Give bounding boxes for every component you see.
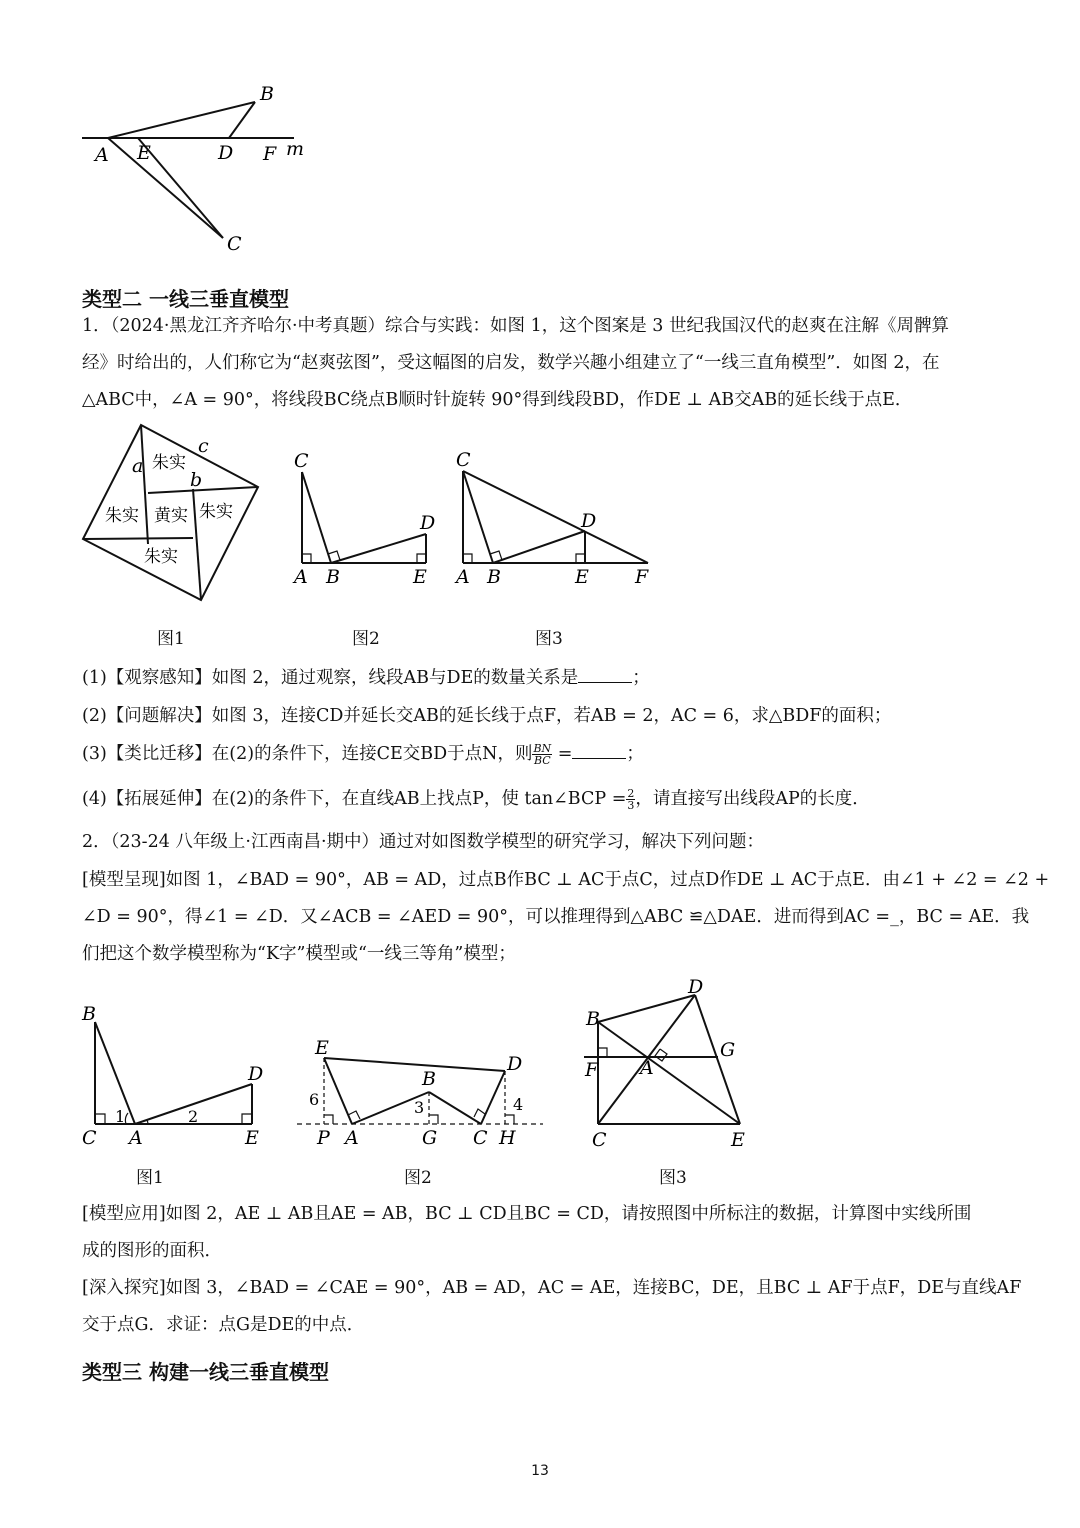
q1-part3-eq: = (552, 744, 573, 764)
q1-part3-end: ； (626, 744, 644, 764)
zhu-shi-right: 朱实 (199, 502, 233, 522)
q2-fig3-caption: 图3 (659, 1168, 687, 1188)
q2-line8: 交于点G．求证：点G是DE的中点． (82, 1315, 365, 1335)
q1-figure2 (290, 445, 450, 590)
length-6-label: 6 (309, 1090, 320, 1109)
fraction-numerator: 2 (627, 787, 635, 800)
q1-fig2-caption: 图2 (352, 629, 380, 649)
page-number: 13 (531, 1463, 549, 1479)
q1-part3 (82, 742, 644, 766)
q2-line6: 成的图形的面积． (82, 1241, 222, 1261)
q2-figure2 (295, 1035, 550, 1155)
label-D: D (218, 142, 234, 164)
q1-part1 (82, 666, 650, 690)
q1-figure3 (450, 445, 665, 590)
top-figure (80, 80, 310, 260)
label-C: C (82, 1127, 97, 1149)
label-D: D (581, 510, 597, 532)
q2-line5: [模型应用]如图 2，AE ⊥ AB且AE = AB，BC ⊥ CD且BC = CD，请按照图中所标注的数据，计算图中实线所围 (82, 1204, 972, 1224)
q1-part4 (82, 787, 870, 811)
zhu-shi-bottom: 朱实 (144, 547, 178, 567)
label-E: E (731, 1129, 745, 1151)
label-A: A (294, 566, 308, 588)
answer-blank (578, 666, 632, 683)
q2-fig1-caption: 图1 (136, 1168, 164, 1188)
q2-line2: [模型呈现]如图 1，∠BAD = 90°，AB = AD，过点B作BC ⊥ AC于点C，过点D作DE ⊥ AC于点E．由∠1 + ∠2 = ∠2 + (82, 870, 1050, 890)
label-a: a (132, 455, 144, 477)
q1-fig1-caption: 图1 (157, 629, 185, 649)
q1-part4-end: ，请直接写出线段AP的长度． (635, 789, 870, 809)
q2-figure3 (580, 975, 755, 1155)
label-B: B (82, 1003, 96, 1025)
label-b: b (190, 469, 203, 491)
label-D: D (248, 1063, 264, 1085)
label-F: F (635, 566, 649, 588)
length-3-label: 3 (414, 1098, 425, 1117)
label-D: D (688, 976, 704, 998)
fraction-bn-bc (532, 743, 552, 766)
label-H: H (499, 1127, 516, 1149)
zhu-shi-top: 朱实 (152, 453, 186, 473)
section3-heading: 类型三 构建一线三垂直模型 (82, 1360, 329, 1384)
label-B: B (586, 1008, 600, 1030)
angle-1-label: 1 (115, 1107, 126, 1126)
q2-line1: 2．（23-24 八年级上·江西南昌·期中）通过对如图数学模型的研究学习，解决下列问题： (82, 832, 765, 852)
label-C: C (456, 449, 471, 471)
label-C: C (227, 233, 242, 255)
label-A: A (640, 1057, 654, 1079)
label-D: D (507, 1053, 523, 1075)
fraction-denominator: BC (533, 754, 551, 767)
label-F: F (263, 143, 277, 165)
q2-line3: ∠D = 90°，得∠1 = ∠D．又∠ACB = ∠AED = 90°，可以推理得到△ABC ≌△DAE．进而得到AC =_，BC = AE．我 (82, 907, 1030, 927)
label-m: m (286, 138, 305, 160)
fraction-denominator: 3 (627, 799, 635, 812)
q1-part2: (2)【问题解决】如图 3，连接CD并延长交AB的延长线于点F，若AB = 2，AC = 6，求△BDF的面积； (82, 706, 892, 726)
length-4-label: 4 (513, 1095, 524, 1114)
zhu-shi-left: 朱实 (105, 506, 139, 526)
label-B: B (487, 566, 501, 588)
label-F: F (585, 1059, 599, 1081)
section2-heading: 类型二 一线三垂直模型 (82, 287, 289, 311)
label-E: E (413, 566, 427, 588)
huang-shi: 黄实 (154, 506, 188, 526)
answer-blank (572, 742, 626, 759)
q1-line3: △ABC中，∠A = 90°，将线段BC绕点B顺时针旋转 90°得到线段BD，作DE ⊥ AB交AB的延长线于点E． (82, 390, 913, 410)
q1-part1-text: (1)【观察感知】如图 2，通过观察，线段AB与DE的数量关系是 (82, 668, 579, 688)
label-c: c (198, 435, 209, 457)
label-C: C (473, 1127, 488, 1149)
label-A: A (129, 1127, 143, 1149)
label-E: E (245, 1127, 259, 1149)
label-D: D (420, 512, 436, 534)
q1-part4-text: (4)【拓展延伸】在(2)的条件下，在直线AB上找点P，使 tan∠BCP = (82, 789, 627, 809)
label-A: A (456, 566, 470, 588)
q2-fig2-caption: 图2 (404, 1168, 432, 1188)
label-G: G (720, 1039, 736, 1061)
label-E: E (315, 1037, 329, 1059)
label-G: G (422, 1127, 438, 1149)
label-C: C (592, 1129, 607, 1151)
label-E: E (575, 566, 589, 588)
q2-figure1 (80, 1000, 280, 1150)
q2-line7: [深入探究]如图 3，∠BAD = ∠CAE = 90°，AB = AD，AC = AE，连接BC，DE，且BC ⊥ AF于点F，DE与直线AF (82, 1278, 1022, 1298)
q2-line4: 们把这个数学模型称为“K字”模型或“一线三等角”模型； (82, 944, 516, 964)
label-C: C (294, 450, 309, 472)
label-A: A (345, 1127, 359, 1149)
label-A: A (95, 144, 109, 166)
label-P: P (317, 1127, 330, 1149)
label-B: B (422, 1068, 436, 1090)
q1-line1: 1．（2024·黑龙江齐齐哈尔·中考真题）综合与实践：如图 1，这个图案是 3 世纪我国汉代的赵爽在注解《周髀算 (82, 316, 949, 336)
q1-figure1 (80, 420, 270, 605)
angle-2-label: 2 (188, 1107, 199, 1126)
q1-part1-end: ； (632, 668, 650, 688)
q1-line2: 经》时给出的，人们称它为“赵爽弦图”，受这幅图的启发，数学兴趣小组建立了“一线三直角模型”．如图 2，在 (82, 353, 940, 373)
label-B: B (260, 83, 274, 105)
q1-part3-text: (3)【类比迁移】在(2)的条件下，连接CE交BD于点N，则 (82, 744, 533, 764)
label-E: E (137, 142, 151, 164)
fraction-numerator: BN (533, 742, 552, 755)
q1-fig3-caption: 图3 (535, 629, 563, 649)
label-B: B (326, 566, 340, 588)
